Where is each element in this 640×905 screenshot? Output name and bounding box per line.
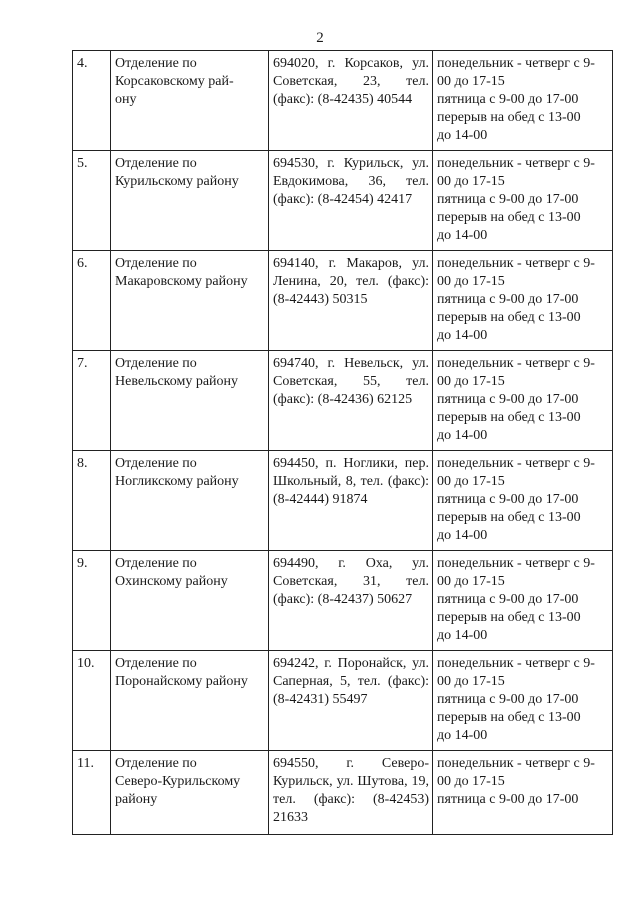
office-name-line: Отделение по — [115, 456, 197, 471]
page-number: 2 — [316, 30, 324, 46]
office-address: 694740, г. Невельск, ул. Советская, 55, тел. (факс): (8-42436) 62125 — [269, 351, 433, 451]
table-row — [73, 551, 613, 651]
office-name — [111, 51, 269, 151]
hours-line: понедельник - четверг с 9- — [437, 756, 595, 771]
office-hours — [433, 51, 613, 151]
hours-line: пятница с 9-00 до 17-00 — [437, 792, 579, 807]
office-name-line: Отделение по — [115, 56, 197, 71]
office-name-line: Невельскому району — [115, 374, 239, 389]
office-address: 694550, г. Северо-Курильск, ул. Шутова, 19, тел. (факс): (8-42453) 21633 — [269, 751, 433, 835]
office-name — [111, 451, 269, 551]
office-name — [111, 651, 269, 751]
office-address: 694490, г. Оха, ул. Советская, 31, тел. (факс): (8-42437) 50627 — [269, 551, 433, 651]
office-name — [111, 151, 269, 251]
office-name — [111, 251, 269, 351]
office-name-line: Отделение по — [115, 356, 197, 371]
office-name-line: району — [115, 792, 158, 807]
office-address: 694530, г. Курильск, ул. Евдокимова, 36, тел. (факс): (8-42454) 42417 — [269, 151, 433, 251]
office-name-line: Макаровскому району — [115, 274, 248, 289]
hours-line: до 14-00 — [437, 228, 488, 243]
hours-line: 00 до 17-15 — [437, 774, 505, 789]
office-name-line: ону — [115, 92, 137, 107]
office-name — [111, 751, 269, 835]
office-hours — [433, 551, 613, 651]
hours-line: пятница с 9-00 до 17-00 — [437, 292, 579, 307]
row-number: 9. — [73, 551, 111, 651]
office-name-line: Отделение по — [115, 256, 197, 271]
hours-line: до 14-00 — [437, 728, 488, 743]
hours-line: 00 до 17-15 — [437, 274, 505, 289]
hours-line: перерыв на обед с 13-00 — [437, 310, 581, 325]
row-number: 10. — [73, 651, 111, 751]
row-number: 4. — [73, 51, 111, 151]
table-row — [73, 651, 613, 751]
hours-line: перерыв на обед с 13-00 — [437, 410, 581, 425]
hours-line: пятница с 9-00 до 17-00 — [437, 192, 579, 207]
office-address: 694140, г. Макаров, ул. Ленина, 20, тел. (факс): (8-42443) 50315 — [269, 251, 433, 351]
hours-line: 00 до 17-15 — [437, 474, 505, 489]
hours-line: перерыв на обед с 13-00 — [437, 710, 581, 725]
hours-line: понедельник - четверг с 9- — [437, 556, 595, 571]
hours-line: 00 до 17-15 — [437, 374, 505, 389]
hours-line: до 14-00 — [437, 328, 488, 343]
hours-line: до 14-00 — [437, 428, 488, 443]
hours-line: понедельник - четверг с 9- — [437, 356, 595, 371]
office-name-line: Курильскому району — [115, 174, 239, 189]
hours-line: понедельник - четверг с 9- — [437, 256, 595, 271]
office-name-line: Охинскому району — [115, 574, 228, 589]
table-row — [73, 151, 613, 251]
row-number: 7. — [73, 351, 111, 451]
row-number: 8. — [73, 451, 111, 551]
hours-line: понедельник - четверг с 9- — [437, 656, 595, 671]
hours-line: перерыв на обед с 13-00 — [437, 510, 581, 525]
hours-line: до 14-00 — [437, 528, 488, 543]
office-hours — [433, 151, 613, 251]
office-address: 694242, г. Поронайск, ул. Саперная, 5, тел. (факс): (8-42431) 55497 — [269, 651, 433, 751]
office-name-line: Северо-Курильскому — [115, 774, 241, 789]
row-number: 6. — [73, 251, 111, 351]
hours-line: перерыв на обед с 13-00 — [437, 210, 581, 225]
office-name-line: Отделение по — [115, 156, 197, 171]
hours-line: понедельник - четверг с 9- — [437, 56, 595, 71]
row-number: 11. — [73, 751, 111, 835]
office-name — [111, 551, 269, 651]
hours-line: пятница с 9-00 до 17-00 — [437, 492, 579, 507]
office-name-line: Отделение по — [115, 656, 197, 671]
hours-line: пятница с 9-00 до 17-00 — [437, 92, 579, 107]
hours-line: пятница с 9-00 до 17-00 — [437, 592, 579, 607]
hours-line: 00 до 17-15 — [437, 574, 505, 589]
hours-line: понедельник - четверг с 9- — [437, 456, 595, 471]
office-name — [111, 351, 269, 451]
office-address: 694450, п. Ноглики, пер. Школьный, 8, тел. (факс): (8-42444) 91874 — [269, 451, 433, 551]
table-row — [73, 751, 613, 835]
office-hours — [433, 351, 613, 451]
hours-line: до 14-00 — [437, 128, 488, 143]
table-row — [73, 451, 613, 551]
office-name-line: Корсаковскому рай- — [115, 74, 234, 89]
office-name-line: Ногликскому району — [115, 474, 239, 489]
office-name-line: Поронайскому району — [115, 674, 248, 689]
hours-line: 00 до 17-15 — [437, 174, 505, 189]
hours-line: перерыв на обед с 13-00 — [437, 610, 581, 625]
row-number: 5. — [73, 151, 111, 251]
offices-table — [72, 50, 613, 835]
hours-line: понедельник - четверг с 9- — [437, 156, 595, 171]
hours-line: 00 до 17-15 — [437, 74, 505, 89]
office-name-line: Отделение по — [115, 756, 197, 771]
hours-line: пятница с 9-00 до 17-00 — [437, 392, 579, 407]
hours-line: 00 до 17-15 — [437, 674, 505, 689]
office-hours — [433, 451, 613, 551]
office-name-line: Отделение по — [115, 556, 197, 571]
office-hours — [433, 251, 613, 351]
table-row — [73, 351, 613, 451]
hours-line: до 14-00 — [437, 628, 488, 643]
hours-line: перерыв на обед с 13-00 — [437, 110, 581, 125]
office-address: 694020, г. Корсаков, ул. Советская, 23, тел. (факс): (8-42435) 40544 — [269, 51, 433, 151]
office-hours — [433, 751, 613, 835]
office-hours — [433, 651, 613, 751]
table-row — [73, 251, 613, 351]
table-row — [73, 51, 613, 151]
hours-line: пятница с 9-00 до 17-00 — [437, 692, 579, 707]
